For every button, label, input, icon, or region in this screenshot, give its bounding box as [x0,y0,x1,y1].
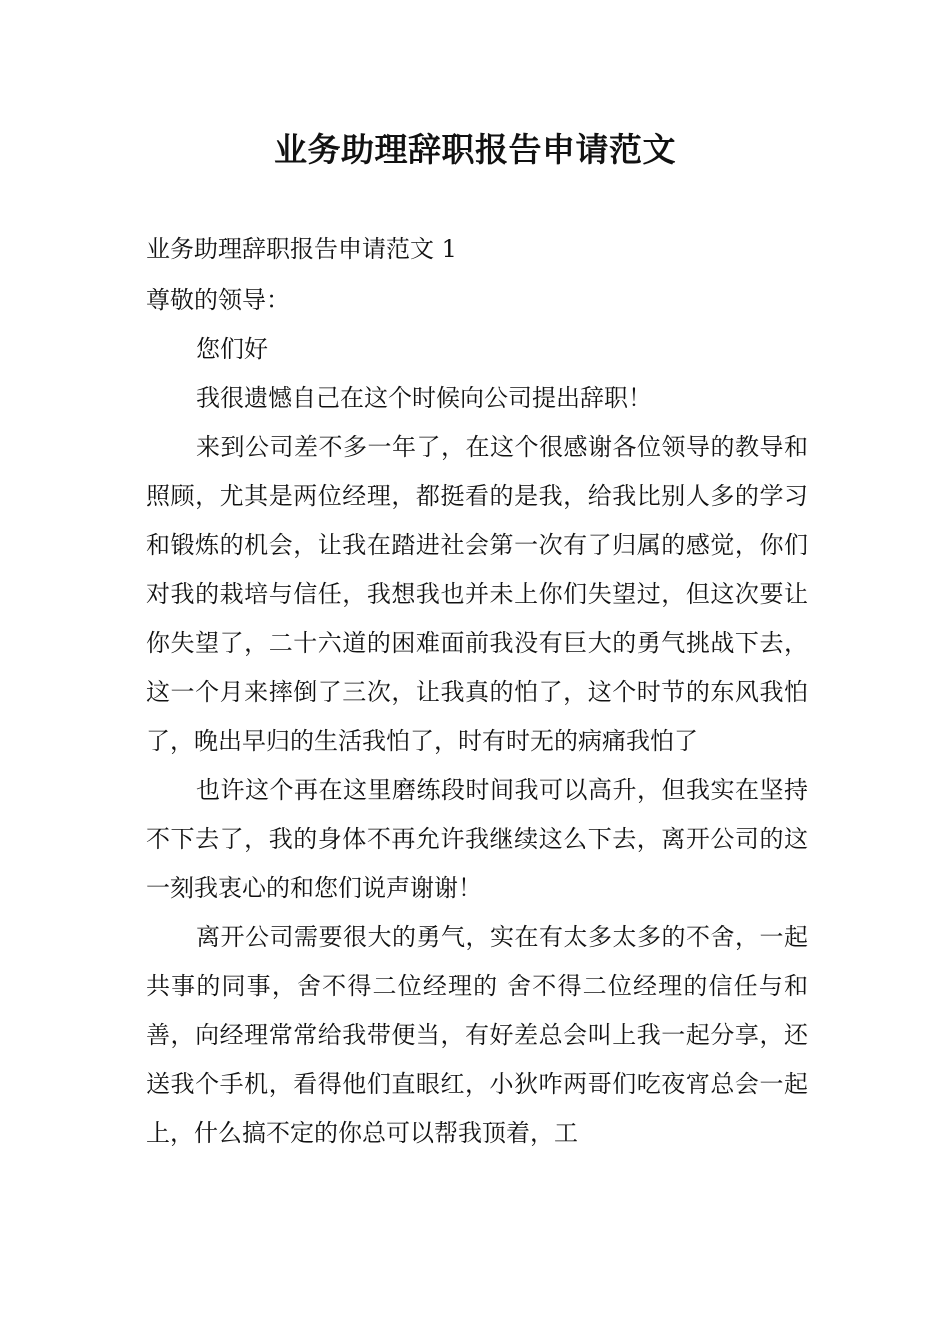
paragraph-greeting: 您们好 [196,335,268,363]
salutation: 尊敬的领导： [146,286,290,314]
paragraph-reason: 也许这个再在这里磨练段时间我可以高升，但我实在坚持不下去了，我的身体不再允许我继续这么下去，离开公司的这一刻我衷心的和您们说声谢谢！ [146,776,808,902]
paragraph-gratitude: 来到公司差不多一年了，在这个很感谢各位领导的教导和照顾，尤其是两位经理，都挺看的是我，给我比别人多的学习和锻炼的机会，让我在踏进社会第一次有了归属的感觉，你们对我的栽培与信任，我想我也并未上你们失望过，但这次要让你失望了，二十六道的困难面前我没有巨大的勇气挑战下去，这一个月来摔倒了三次，让我真的怕了，这个时节的东风我怕了，晚出早归的生活我怕了，时有时无的病痛我怕了 [146,433,808,755]
paragraph-farewell: 离开公司需要很大的勇气，实在有太多太多的不舍，一起共事的同事，舍不得二位经理的 舍不得二位经理的信任与和善，向经理常常给我带便当，有好差总会叫上我一起分享，还送我个手机，看得他们直眼红，小狄咋两哥们吃夜宵总会一起上，什么搞不定的你总可以帮我顶着，工 [146,923,808,1147]
document-title: 业务助理辞职报告申请范文 [274,130,676,169]
document-body [146,225,808,1158]
section-heading: 业务助理辞职报告申请范文 1 [146,235,457,263]
paragraph-regret: 我很遗憾自己在这个时候向公司提出辞职！ [196,384,652,412]
